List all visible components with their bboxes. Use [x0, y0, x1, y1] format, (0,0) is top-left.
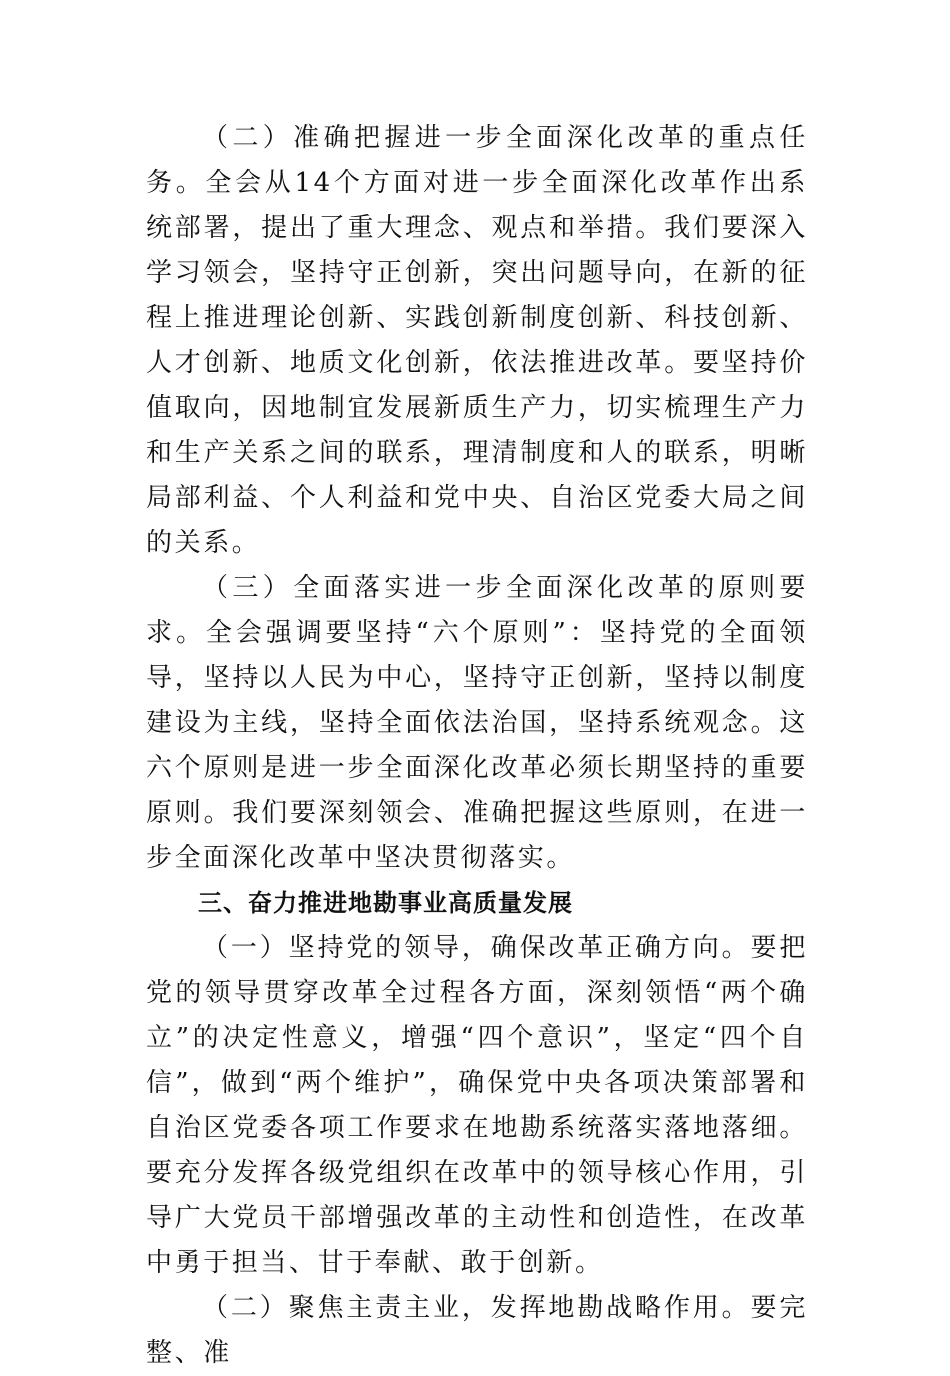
paragraph-key-tasks: （二）准确把握进一步全面深化改革的重点任务。全会从14个方面对进一步全面深化改革作出系统部署，提出了重大理念、观点和举措。我们要深入学习领会，坚持守正创新，突出问题导向，在新的征程上推进理论创新、实践创新制度创新、科技创新、人才创新、地质文化创新，依法推进改革。要坚持价值取向，因地制宜发展新质生产力，切实梳理生产力和生产关系之间的联系，理清制度和人的联系，明晰局部利益、个人利益和党中央、自治区党委大局之间的关系。 [146, 123, 808, 558]
paragraph-party-leadership: （一）坚持党的领导，确保改革正确方向。要把党的领导贯穿改革全过程各方面，深刻领悟“两个确立”的决定性意义，增强“四个意识”，坚定“四个自信”，做到“两个维护”，确保党中央各项决策部署和自治区党委各项工作要求在地勘系统落实落地落细。要充分发挥各级党组织在改革中的领导核心作用，引导广大党员干部增强改革的主动性和创造性，在改革中勇于担当、甘于奉献、敢于创新。 [146, 933, 808, 1278]
paragraph-main-responsibility: （二）聚焦主责主业，发挥地勘战略作用。要完整、准 [146, 1293, 808, 1368]
section-heading: 三、奋力推进地勘事业高质量发展 [198, 889, 573, 917]
paragraph-principles: （三）全面落实进一步全面深化改革的原则要求。全会强调要坚持“六个原则”：坚持党的全面领导，坚持以人民为中心，坚持守正创新，坚持以制度建设为主线，坚持全面依法治国，坚持系统观念。这六个原则是进一步全面深化改革必须长期坚持的重要原则。我们要深刻领会、准确把握这些原则，在进一步全面深化改革中坚决贯彻落实。 [146, 573, 808, 873]
document-body [146, 116, 808, 1376]
